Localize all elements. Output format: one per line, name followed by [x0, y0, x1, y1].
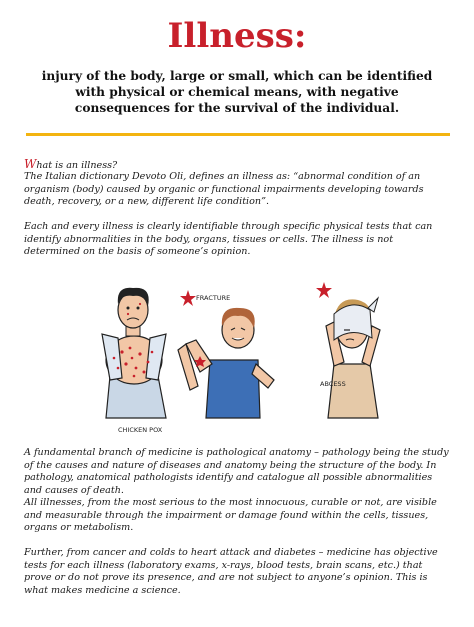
- page-subtitle: injury of the body, large or small, which can be identified with physical or chemical means, with negative consequences for the survival of the individual.: [41, 69, 433, 115]
- illness-illustration: [88, 268, 388, 436]
- paragraph-identifiable: Each and every illness is clearly identifiable through specific physical tests that can identify abnormalities in the body, organs, tissues or cells. The illness is not determined on the basis of someone’s opinion.: [24, 221, 433, 257]
- label-fracture: FRACTURE: [196, 294, 231, 302]
- yellow-divider: [26, 133, 450, 136]
- label-abcess: ABCESS: [320, 380, 346, 388]
- paragraph-pathology: A fundamental branch of medicine is pathological anatomy – pathology being the study of the causes and nature of diseases and anatomy being the structure of the body. In pathology, anatomical pathologists identify and catalogue all possible abnormalities and causes of death.: [24, 447, 449, 496]
- abcess-figure: [316, 282, 380, 418]
- paragraph-objective-tests: Further, from cancer and colds to heart attack and diabetes – medicine has objective tests for each illness (laboratory exams, x-rays, blood tests, brain scans, etc.) that prove or do not prove its presence, and are not subject to anyone’s opinion. This is what makes medicine a science.: [24, 547, 438, 596]
- question-drop-letter: W: [24, 157, 37, 171]
- question-text: hat is an illness?: [36, 160, 118, 171]
- label-chicken-pox: CHICKEN POX: [118, 426, 163, 434]
- paragraph-all-illnesses: All illnesses, from the most serious to the most innocuous, curable or not, are visible and measurable through the impairment or damage found within the cells, tissues, organs or metabolism.: [24, 497, 437, 533]
- chicken-pox-figure: [102, 288, 166, 434]
- paragraph-definition: The Italian dictionary Devoto Oli, defines an illness as: “abnormal condition of an organism (body) caused by organic or functional impairments developing towards death, recovery, or a new, different life condition”.: [24, 171, 424, 207]
- fracture-figure: [178, 290, 274, 418]
- page-title: Illness:: [167, 16, 307, 56]
